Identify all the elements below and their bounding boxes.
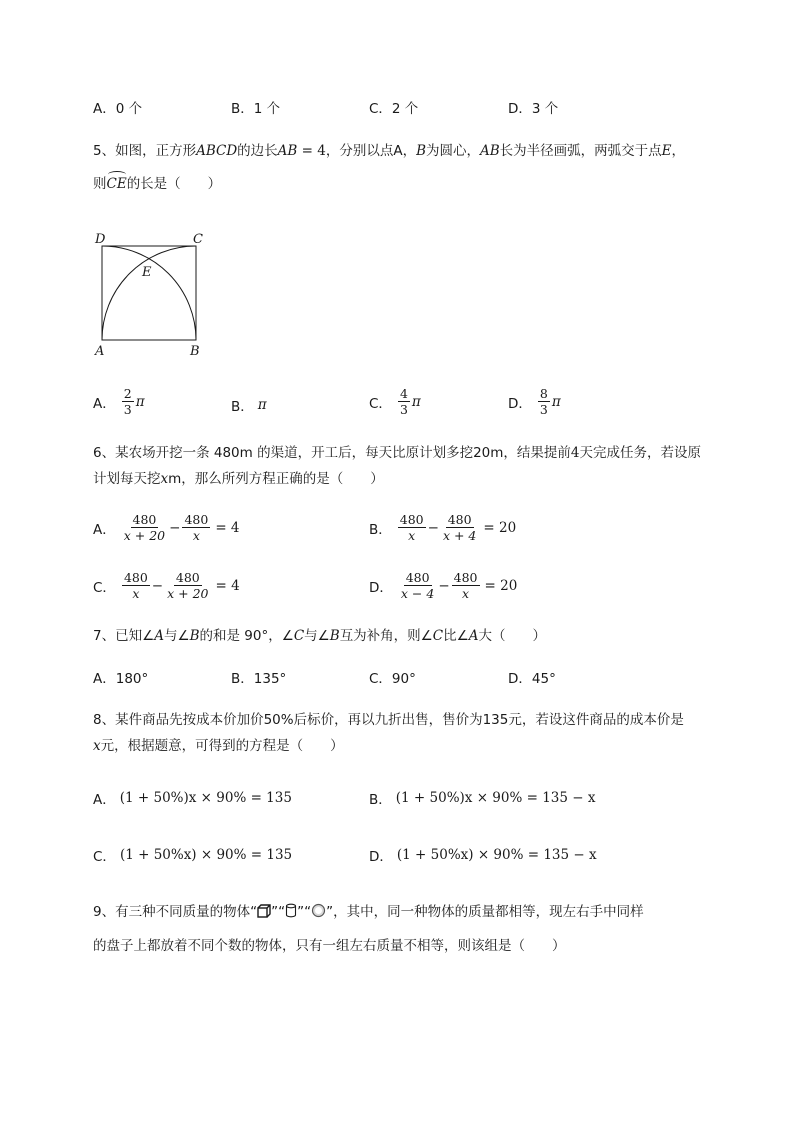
rhs: = 4 <box>215 519 240 536</box>
q5-text: ， <box>671 143 686 159</box>
q6-stem-line2 <box>93 469 384 489</box>
q6-text: 天完成任务，若设原 <box>579 445 702 461</box>
cube-icon <box>257 904 271 918</box>
q7-option-c[interactable]: C．90° <box>369 671 416 687</box>
fraction <box>122 512 167 543</box>
option-label: C． <box>93 579 116 596</box>
denominator: 3 <box>399 402 408 417</box>
denominator: x + 20 <box>123 528 166 543</box>
q8-var-x: x <box>93 738 101 754</box>
q7-option-b[interactable]: B．135° <box>231 671 287 687</box>
q8-stem-line1: 8、某件商品先按成本价加价50%后标价，再以九折出售，售价为135元，若设这件商品的成本价是 <box>93 712 684 728</box>
q7-var: C <box>432 628 444 644</box>
denominator: 3 <box>539 402 548 417</box>
fraction <box>165 570 210 601</box>
q5-var-abcd: ABCD <box>196 143 238 159</box>
fraction <box>441 512 478 543</box>
numerator: 480 <box>405 570 430 585</box>
label-c: C <box>193 232 203 247</box>
q5-text: 的边长 <box>237 143 278 159</box>
q9-stem-line1 <box>93 902 644 922</box>
denominator: x <box>408 528 416 543</box>
q5-stem-line2 <box>93 174 221 194</box>
option-label: B． <box>369 792 392 808</box>
q7-var: A <box>154 628 164 644</box>
arc-symbol-icon <box>108 171 126 178</box>
numerator: 480 <box>132 512 157 527</box>
option-label: C． <box>93 849 116 865</box>
q9-text: ”“ <box>297 904 312 920</box>
q6-text: 6、某农场开挖一条 480m 的渠道，开工后，每天比原计划多挖20m，结果提前 <box>93 445 571 461</box>
numerator: 480 <box>447 512 472 527</box>
option-label: B． <box>369 521 392 538</box>
rhs: = 20 <box>484 577 518 594</box>
q4-option-a[interactable]: A．0 个 <box>93 101 143 117</box>
option-label: D． <box>369 579 393 596</box>
q5-text: 长为半径画弧，两弧交于点 <box>499 143 662 159</box>
rhs: = 4 <box>215 577 240 594</box>
q7-text: 7、已知∠ <box>93 628 155 644</box>
q5-stem-line1 <box>93 141 685 161</box>
q6-option-c[interactable] <box>93 570 240 601</box>
q7-var: A <box>468 628 479 644</box>
minus: − <box>151 577 164 594</box>
square-arcs-figure <box>90 228 210 360</box>
pi: π <box>551 393 561 410</box>
pi: π <box>135 393 145 410</box>
q5-eq: = 4 <box>297 143 326 159</box>
numerator: 8 <box>539 386 548 401</box>
equation: (1 + 50%x) × 90% = 135 − x <box>396 847 597 863</box>
q8-option-d[interactable] <box>369 845 597 865</box>
q7-text: 与∠ <box>304 628 330 644</box>
pi: π <box>411 393 421 410</box>
label-a: A <box>95 344 105 359</box>
numerator: 480 <box>175 570 200 585</box>
arc-centered-a <box>102 246 196 340</box>
fraction <box>398 512 426 543</box>
option-label: B． <box>231 399 254 415</box>
option-label: A． <box>93 792 116 808</box>
q5-option-c[interactable] <box>369 386 421 417</box>
equation: (1 + 50%x) × 90% = 135 <box>119 847 293 863</box>
rhs: = 20 <box>483 519 517 536</box>
fraction <box>399 570 436 601</box>
q5-option-d[interactable] <box>508 386 561 417</box>
q5-arc-label: CE <box>106 176 127 192</box>
numerator: 4 <box>399 386 408 401</box>
q6-option-d[interactable] <box>369 570 517 601</box>
denominator: 3 <box>123 402 132 417</box>
q4-option-d[interactable]: D．3 个 <box>508 101 559 117</box>
q7-text: 互为补角，则∠ <box>339 628 433 644</box>
minus: − <box>427 519 439 536</box>
q6-stem-line1 <box>93 443 701 463</box>
q7-text: 比∠ <box>443 628 469 644</box>
fraction <box>398 386 410 417</box>
q9-text: ”，其中，同一种物体的质量都相等，现左右手中同样 <box>326 904 644 920</box>
q9-stem-line2: 的盘子上都放着不同个数的物体，只有一组左右质量不相等，则该组是（ ） <box>93 938 566 954</box>
option-label: D． <box>508 395 532 412</box>
q8-option-a[interactable] <box>93 788 292 808</box>
q5-var-b: B <box>416 143 426 159</box>
equation: (1 + 50%)x × 90% = 135 <box>119 790 292 806</box>
q6-text: 计划每天挖 <box>93 471 161 487</box>
numerator: 480 <box>184 512 209 527</box>
q7-var: C <box>293 628 305 644</box>
label-e: E <box>142 265 152 280</box>
q5-var-ab: AB <box>480 143 500 159</box>
q5-var-ab: AB <box>277 143 298 159</box>
q7-option-a[interactable]: A．180° <box>93 671 149 687</box>
q5-arc-ce <box>107 174 127 194</box>
fraction <box>182 512 210 543</box>
q6-var-x: x <box>160 471 169 487</box>
q7-var: B <box>329 628 340 644</box>
q4-option-c[interactable]: C．2 个 <box>369 101 419 117</box>
numerator: 2 <box>123 386 132 401</box>
q9-text: ”“ <box>271 904 286 920</box>
equation: (1 + 50%)x × 90% = 135 − x <box>395 790 596 806</box>
fraction <box>122 570 150 601</box>
denominator: x − 4 <box>400 586 435 601</box>
q6-text: m，那么所列方程正确的是（ ） <box>168 471 384 487</box>
denominator: x + 20 <box>167 586 209 601</box>
pi: π <box>257 397 267 413</box>
option-label: D． <box>369 849 393 865</box>
minus: − <box>438 577 450 594</box>
q5-option-b[interactable] <box>231 395 267 415</box>
option-label: A． <box>93 521 116 538</box>
q7-stem <box>93 626 546 646</box>
q4-option-b[interactable]: B．1 个 <box>231 101 281 117</box>
q5-text: 5、如图，正方形 <box>93 143 197 159</box>
q7-option-d[interactable]: D．45° <box>508 671 556 687</box>
fraction <box>122 386 134 417</box>
denominator: x <box>462 586 470 601</box>
q8-option-c[interactable] <box>93 845 292 865</box>
q7-text: 大（ ） <box>478 628 546 644</box>
sphere-icon <box>311 903 326 918</box>
numerator: 480 <box>123 570 148 585</box>
numerator: 480 <box>399 512 424 527</box>
fraction <box>538 386 550 417</box>
q9-text: 9、有三种不同质量的物体“ <box>93 904 258 920</box>
q7-var: B <box>189 628 200 644</box>
option-label: A． <box>93 395 116 412</box>
denominator: x <box>192 528 200 543</box>
q8-text: 元，根据题意，可得到的方程是（ ） <box>100 738 344 754</box>
cylinder-icon <box>285 903 297 918</box>
option-label: C． <box>369 395 392 412</box>
q5-text: 的长是（ ） <box>126 176 222 192</box>
arc-centered-b <box>102 246 196 340</box>
q8-option-b[interactable] <box>369 788 595 808</box>
denominator: x <box>132 586 140 601</box>
fraction <box>452 570 480 601</box>
numerator: 480 <box>453 570 478 585</box>
denominator: x + 4 <box>442 528 477 543</box>
q7-text: 的和是 90°，∠ <box>199 628 294 644</box>
q5-text: ，分别以点A， <box>325 143 417 159</box>
q8-stem-line2 <box>93 736 344 756</box>
q5-var-e: E <box>661 143 672 159</box>
q7-text: 与∠ <box>163 628 190 644</box>
q5-text: 为圆心， <box>426 143 480 159</box>
q6-num: 4 <box>570 445 580 461</box>
q6-option-b[interactable] <box>369 512 516 543</box>
label-d: D <box>95 232 106 247</box>
label-b: B <box>190 344 200 359</box>
minus: − <box>169 519 181 536</box>
q5-text: 则 <box>93 176 107 192</box>
square-abcd <box>102 246 196 340</box>
q5-option-a[interactable] <box>93 386 145 417</box>
q6-option-a[interactable] <box>93 512 240 543</box>
